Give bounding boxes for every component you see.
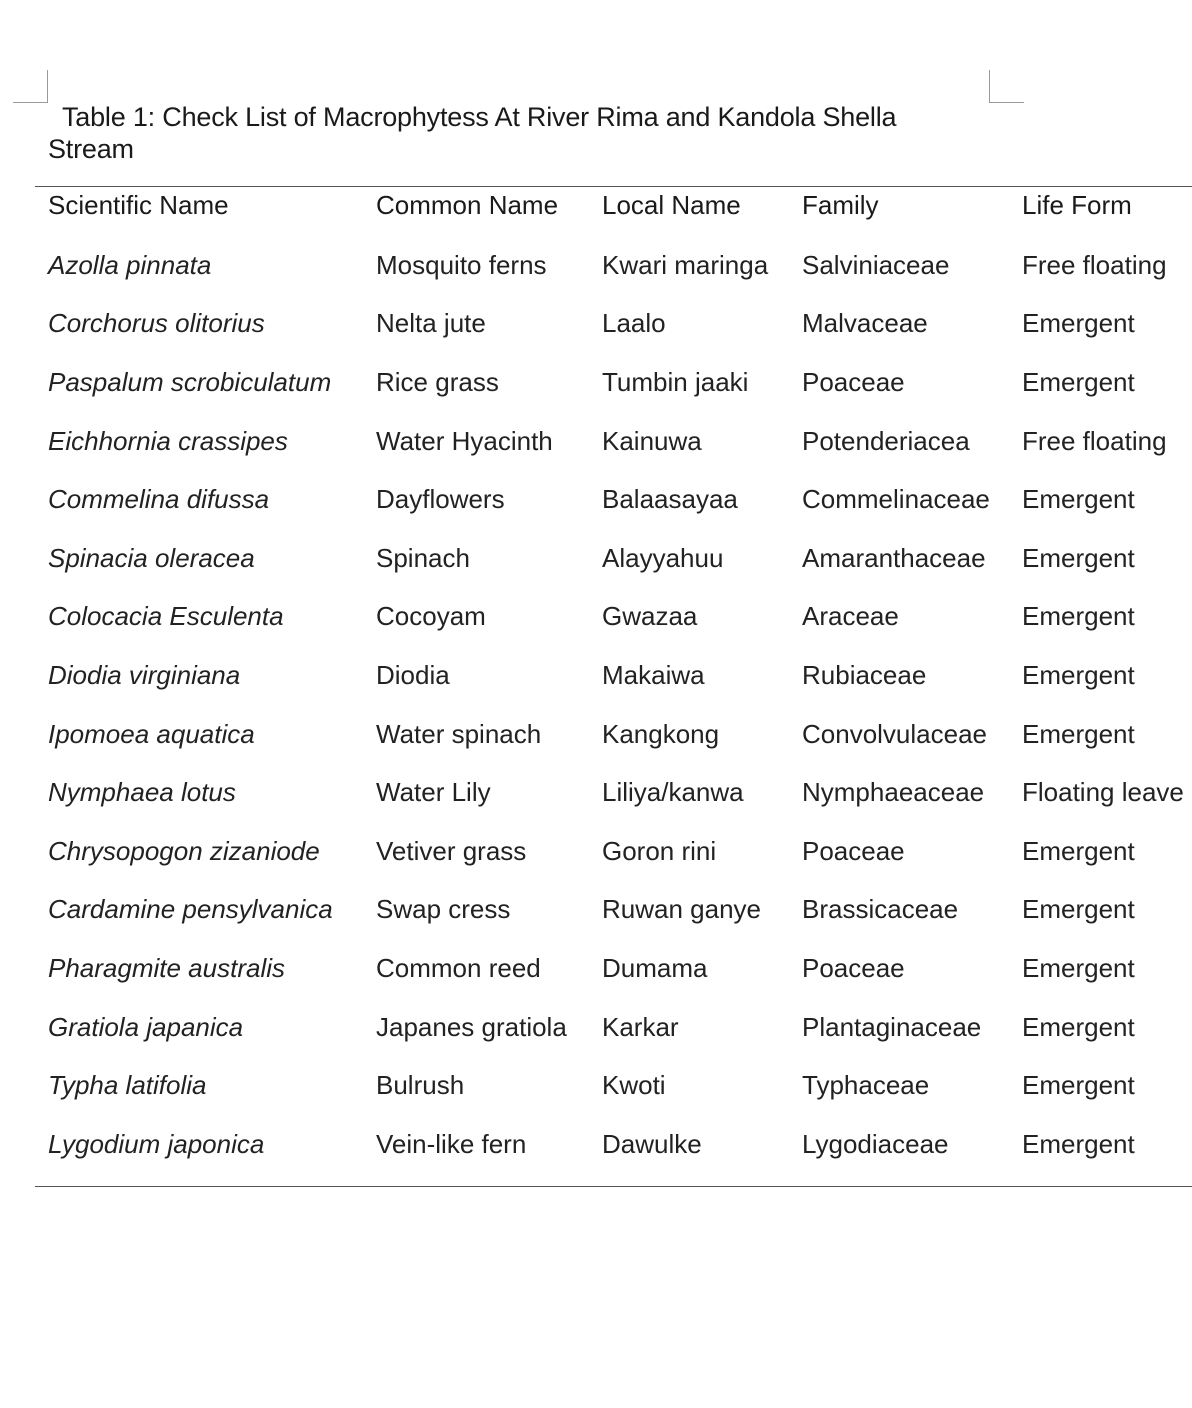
local-name-cell: Dawulke xyxy=(602,1128,702,1159)
macrophytes-table xyxy=(48,188,1192,1174)
common-name-cell: Mosquito ferns xyxy=(376,249,547,280)
table-row xyxy=(48,588,1192,647)
table-row xyxy=(48,881,1192,940)
column-header-family: Family xyxy=(802,189,879,220)
life-form-cell: Emergent xyxy=(1022,659,1135,690)
scientific-name-cell: Nymphaea lotus xyxy=(48,777,236,808)
family-cell: Amaranthaceae xyxy=(802,542,986,573)
common-name-cell: Water Lily xyxy=(376,777,491,808)
family-cell: Plantaginaceae xyxy=(802,1011,982,1042)
life-form-cell: Emergent xyxy=(1022,1070,1135,1101)
life-form-cell: Emergent xyxy=(1022,601,1135,632)
scientific-name-cell: Ipomoea aquatica xyxy=(48,718,255,749)
table-row xyxy=(48,998,1192,1057)
local-name-cell: Goron rini xyxy=(602,835,717,866)
scientific-name-cell: Eichhornia crassipes xyxy=(48,425,288,456)
common-name-cell: Rice grass xyxy=(376,366,499,397)
scientific-name-cell: Corchorus olitorius xyxy=(48,308,265,339)
family-cell: Salviniaceae xyxy=(802,249,950,280)
table-row xyxy=(48,529,1192,588)
local-name-cell: Alayyahuu xyxy=(602,542,724,573)
table-row xyxy=(48,705,1192,764)
scientific-name-cell: Paspalum scrobiculatum xyxy=(48,366,332,397)
table-body xyxy=(48,222,1192,1174)
family-cell: Malvaceae xyxy=(802,308,928,339)
family-cell: Lygodiaceae xyxy=(802,1128,949,1159)
life-form-cell: Emergent xyxy=(1022,542,1135,573)
scientific-name-cell: Pharagmite australis xyxy=(48,952,285,983)
column-header-local-name: Local Name xyxy=(602,189,741,220)
common-name-cell: Swap cress xyxy=(376,894,511,925)
scientific-name-cell: Lygodium japonica xyxy=(48,1128,265,1159)
life-form-cell: Emergent xyxy=(1022,366,1135,397)
scientific-name-cell: Diodia virginiana xyxy=(48,659,241,690)
life-form-cell: Emergent xyxy=(1022,952,1135,983)
table-row xyxy=(48,353,1192,412)
family-cell: Typhaceae xyxy=(802,1070,930,1101)
table-row xyxy=(48,470,1192,529)
scientific-name-cell: Typha latifolia xyxy=(48,1070,207,1101)
life-form-cell: Emergent xyxy=(1022,718,1135,749)
column-header-scientific-name: Scientific Name xyxy=(48,189,229,220)
common-name-cell: Nelta jute xyxy=(376,308,486,339)
common-name-cell: Diodia xyxy=(376,659,450,690)
family-cell: Brassicaceae xyxy=(802,894,959,925)
page-corner-mark-left xyxy=(13,70,48,103)
scientific-name-cell: Cardamine pensylvanica xyxy=(48,894,333,925)
family-cell: Potenderiacea xyxy=(802,425,970,456)
family-cell: Poaceae xyxy=(802,835,905,866)
table-caption: Table 1: Check List of Macrophytess At River Rima and Kandola Shella Stream xyxy=(48,102,897,164)
common-name-cell: Water spinach xyxy=(376,718,542,749)
life-form-cell: Free floating xyxy=(1022,425,1167,456)
family-cell: Rubiaceae xyxy=(802,659,927,690)
common-name-cell: Bulrush xyxy=(376,1070,465,1101)
common-name-cell: Vein-like fern xyxy=(376,1128,527,1159)
local-name-cell: Karkar xyxy=(602,1011,679,1042)
scientific-name-cell: Azolla pinnata xyxy=(48,249,212,280)
table-row xyxy=(48,646,1192,705)
life-form-cell: Emergent xyxy=(1022,308,1135,339)
scientific-name-cell: Spinacia oleracea xyxy=(48,542,255,573)
local-name-cell: Gwazaa xyxy=(602,601,698,632)
local-name-cell: Kangkong xyxy=(602,718,720,749)
family-cell: Convolvulaceae xyxy=(802,718,988,749)
local-name-cell: Tumbin jaaki xyxy=(602,366,749,397)
table-row xyxy=(48,822,1192,881)
common-name-cell: Water Hyacinth xyxy=(376,425,553,456)
life-form-cell: Free floating xyxy=(1022,249,1167,280)
table-row xyxy=(48,1056,1192,1115)
scientific-name-cell: Commelina difussa xyxy=(48,484,270,515)
table-top-rule xyxy=(35,186,1192,187)
local-name-cell: Kwari maringa xyxy=(602,249,769,280)
life-form-cell: Emergent xyxy=(1022,1128,1135,1159)
life-form-cell: Emergent xyxy=(1022,1011,1135,1042)
family-cell: Commelinaceae xyxy=(802,484,990,515)
page-corner-mark-right xyxy=(989,70,1024,103)
common-name-cell: Japanes gratiola xyxy=(376,1011,567,1042)
family-cell: Poaceae xyxy=(802,366,905,397)
family-cell: Poaceae xyxy=(802,952,905,983)
table-row xyxy=(48,222,1192,295)
table-row xyxy=(48,763,1192,822)
common-name-cell: Spinach xyxy=(376,542,470,573)
table-row xyxy=(48,295,1192,354)
common-name-cell: Dayflowers xyxy=(376,484,505,515)
local-name-cell: Makaiwa xyxy=(602,659,705,690)
local-name-cell: Kainuwa xyxy=(602,425,702,456)
scientific-name-cell: Colocacia Esculenta xyxy=(48,601,284,632)
local-name-cell: Balaasayaa xyxy=(602,484,738,515)
local-name-cell: Dumama xyxy=(602,952,708,983)
life-form-cell: Emergent xyxy=(1022,894,1135,925)
scientific-name-cell: Gratiola japanica xyxy=(48,1011,244,1042)
table-row xyxy=(48,412,1192,471)
table-bottom-rule xyxy=(35,1186,1192,1187)
life-form-cell: Floating leave xyxy=(1022,777,1184,808)
scientific-name-cell: Chrysopogon zizaniode xyxy=(48,835,320,866)
local-name-cell: Laalo xyxy=(602,308,666,339)
table-row xyxy=(48,939,1192,998)
local-name-cell: Liliya/kanwa xyxy=(602,777,744,808)
local-name-cell: Ruwan ganye xyxy=(602,894,761,925)
common-name-cell: Common reed xyxy=(376,952,541,983)
column-header-life-form: Life Form xyxy=(1022,189,1132,220)
local-name-cell: Kwoti xyxy=(602,1070,666,1101)
column-header-common-name: Common Name xyxy=(376,189,559,220)
table-row xyxy=(48,1115,1192,1174)
family-cell: Nymphaeaceae xyxy=(802,777,985,808)
family-cell: Araceae xyxy=(802,601,899,632)
common-name-cell: Cocoyam xyxy=(376,601,486,632)
life-form-cell: Emergent xyxy=(1022,484,1135,515)
common-name-cell: Vetiver grass xyxy=(376,835,527,866)
table-header-row xyxy=(48,188,1192,222)
life-form-cell: Emergent xyxy=(1022,835,1135,866)
